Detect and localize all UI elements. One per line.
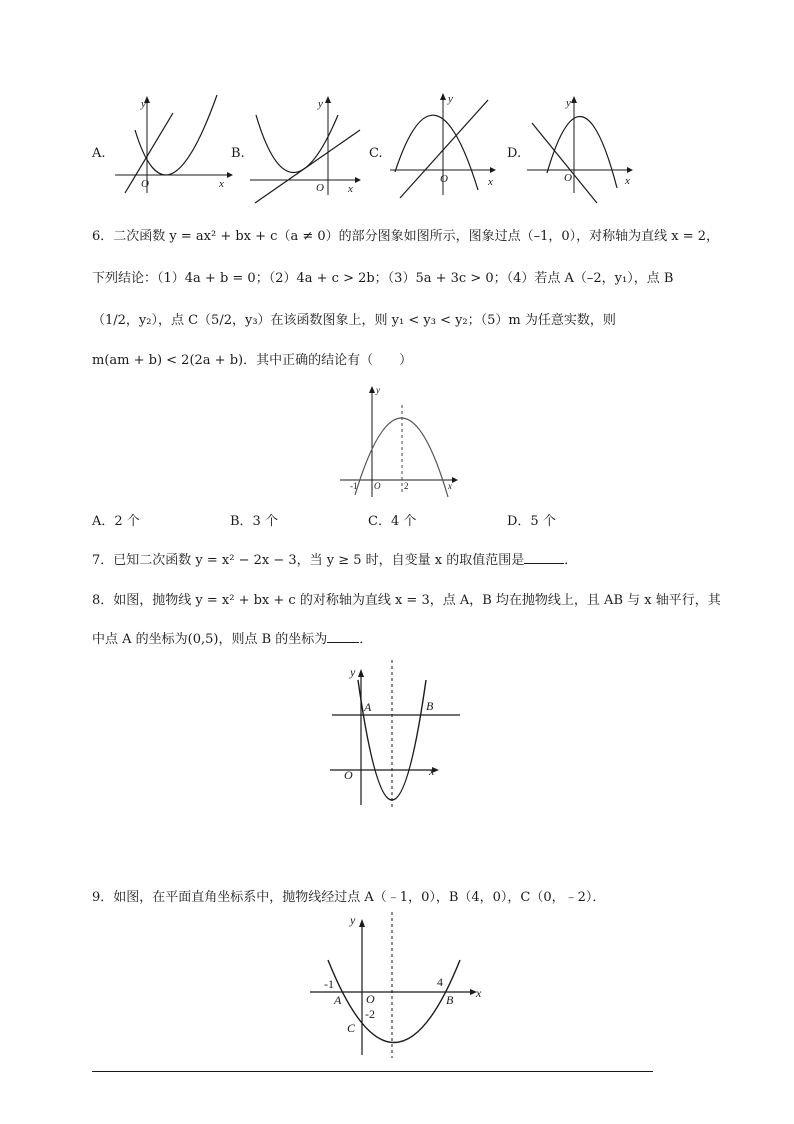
q8-x-label: x xyxy=(429,764,435,778)
q6-line-1: 6．二次函数 y = ax² + bx + c（a ≠ 0）的部分图象如图所示，图象过点（–1，0），对称轴为直线 x = 2， xyxy=(92,229,720,244)
option-c-label: C. xyxy=(369,146,383,161)
option-c-y: y xyxy=(448,93,453,105)
q9-graph xyxy=(310,910,490,1060)
q8-answer-blank[interactable] xyxy=(327,630,359,643)
q6-choice-d: D．5 个 xyxy=(507,514,556,529)
q8-origin-label: O xyxy=(344,768,353,782)
q9-y-label: y xyxy=(350,913,356,927)
q7-answer-blank[interactable] xyxy=(524,551,564,564)
q6-line-2: 下列结论：（1）4a + b = 0；（2）4a + c > 2b；（3）5a + 3c > 0；（4）若点 A（–2，y₁），点 B xyxy=(92,271,674,286)
option-b-label: B. xyxy=(231,146,245,161)
q9-origin-label: O xyxy=(366,992,375,1006)
option-a-x: x xyxy=(219,178,224,190)
q6-choice-a: A．2 个 xyxy=(92,514,140,529)
q6-two-label: 2 xyxy=(404,481,409,491)
bottom-divider xyxy=(92,1071,653,1072)
option-c-x: x xyxy=(488,176,493,188)
q9-neg1-label: -1 xyxy=(324,977,334,991)
q6-line-4: m(am + b) < 2(2a + b)．其中正确的结论有（ ） xyxy=(92,353,413,368)
option-d-x: x xyxy=(625,175,630,187)
q8-graph xyxy=(330,660,470,810)
option-b-graph xyxy=(250,95,370,195)
option-d-y: y xyxy=(566,97,571,109)
question-7 xyxy=(92,551,577,570)
q6-x-label: x xyxy=(448,481,452,491)
q7-text: 7．已知二次函数 y = x² − 2x − 3，当 y ≥ 5 时，自变量 x 的取值范围是 xyxy=(92,553,525,568)
q8-end: ． xyxy=(359,632,373,647)
q9-x-label: x xyxy=(476,986,482,1000)
q8-y-label: y xyxy=(350,665,356,679)
q8-line-2-text: 中点 A 的坐标为(0,5)，则点 B 的坐标为 xyxy=(92,632,328,647)
q9-a-label: A xyxy=(334,993,342,1007)
option-a-graph xyxy=(115,95,235,195)
option-c-origin: O xyxy=(440,173,448,185)
q9-neg2-label: -2 xyxy=(365,1007,375,1021)
q8-b-label: B xyxy=(426,699,434,713)
q6-graph xyxy=(340,385,470,505)
q7-end: ． xyxy=(564,553,578,568)
option-d-origin: O xyxy=(564,172,572,184)
q9-b-label: B xyxy=(446,993,454,1007)
q9-c-label: C xyxy=(347,1021,356,1035)
q6-origin-label: O xyxy=(374,481,381,491)
q6-choice-b: B．3 个 xyxy=(230,514,278,529)
option-b-x: x xyxy=(348,183,353,195)
option-c-graph xyxy=(390,90,520,200)
q8-line-1: 8．如图，抛物线 y = x² + bx + c 的对称轴为直线 x = 3，点 A，B 均在抛物线上，且 AB 与 x 轴平行，其 xyxy=(92,593,721,608)
option-b-origin: O xyxy=(316,182,324,194)
q8-line-2 xyxy=(92,630,372,649)
option-a-y: y xyxy=(141,98,146,110)
q6-neg1-label: -1 xyxy=(350,481,358,491)
q6-y-label: y xyxy=(376,385,380,395)
q9-text: 9．如图，在平面直角坐标系中，抛物线经过点 A（﹣1，0），B（4，0），C（0，﹣2）． xyxy=(92,890,606,905)
option-d-label: D. xyxy=(507,146,522,161)
option-a-label: A. xyxy=(92,146,106,161)
q8-a-label: A xyxy=(364,700,372,714)
option-d-graph xyxy=(527,93,647,203)
q6-choice-c: C．4 个 xyxy=(368,514,417,529)
q6-line-3: （1/2，y₂），点 C（5/2，y₃）在该函数图象上，则 y₁ < y₃ < y₂；（5）m 为任意实数，则 xyxy=(92,313,616,328)
option-b-y: y xyxy=(318,98,323,110)
q9-four-label: 4 xyxy=(437,975,443,989)
option-a-origin: O xyxy=(141,178,149,190)
